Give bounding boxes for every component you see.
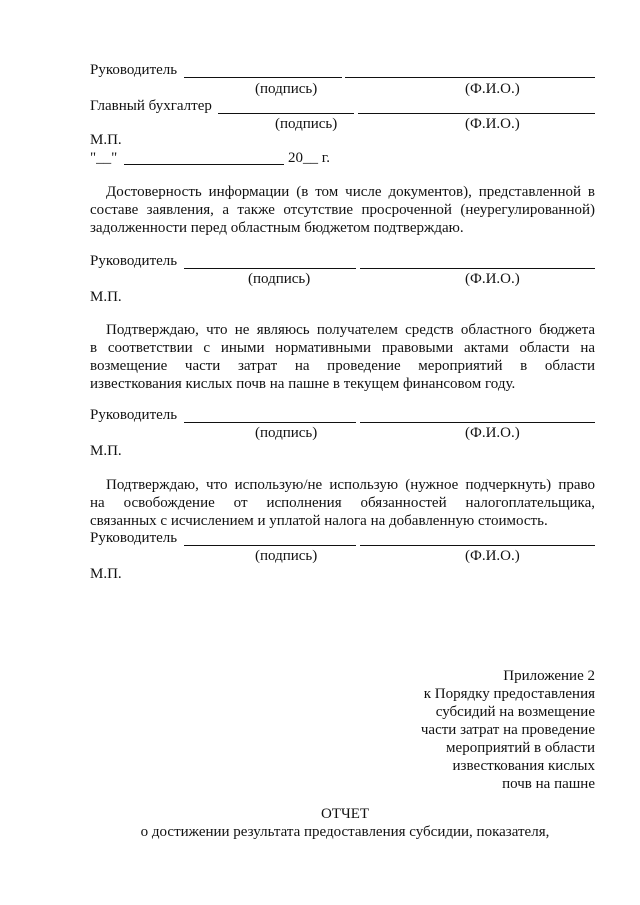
paragraph-line: Достоверность информации (в том числе документов), представленной в	[106, 184, 595, 200]
appendix-line: субсидий на возмещение	[435, 704, 595, 720]
paragraph-line: в соответствии с иными нормативными правовыми актами области на	[90, 340, 595, 356]
paragraph-line: Подтверждаю, что не являюсь получателем средств областного бюджета	[106, 322, 595, 338]
stamp-label: М.П.	[90, 289, 122, 305]
appendix-line: мероприятий в области	[446, 740, 595, 756]
signature-line[interactable]	[218, 113, 354, 114]
name-caption: (Ф.И.О.)	[465, 116, 520, 132]
signature-caption: (подпись)	[255, 425, 318, 441]
signature-caption: (подпись)	[255, 81, 318, 97]
name-caption: (Ф.И.О.)	[465, 548, 520, 564]
name-line[interactable]	[360, 545, 595, 546]
appendix-line: Приложение 2	[503, 668, 595, 684]
paragraph-line: известкования кислых почв на пашне в текущем финансовом году.	[90, 376, 516, 392]
appendix-line: части затрат на проведение	[420, 722, 595, 738]
date-year: 20__ г.	[288, 150, 330, 166]
name-line[interactable]	[360, 268, 595, 269]
signature-line[interactable]	[184, 545, 356, 546]
name-caption: (Ф.И.О.)	[465, 271, 520, 287]
name-line[interactable]	[345, 77, 595, 78]
paragraph-line: составе заявления, а также отсутствие просроченной (неурегулированной)	[90, 202, 595, 218]
signature-line[interactable]	[184, 77, 342, 78]
appendix-line: известкования кислых	[452, 758, 595, 774]
head-label: Руководитель	[90, 62, 178, 78]
report-title: ОТЧЕТ	[320, 806, 370, 822]
appendix-line: к Порядку предоставления	[423, 686, 595, 702]
paragraph-line: задолженности перед областным бюджетом подтверждаю.	[90, 220, 464, 236]
signature-caption: (подпись)	[248, 271, 311, 287]
name-caption: (Ф.И.О.)	[465, 425, 520, 441]
signature-caption: (подпись)	[275, 116, 338, 132]
signature-line[interactable]	[184, 268, 356, 269]
head-label: Руководитель	[90, 253, 178, 269]
name-line[interactable]	[360, 422, 595, 423]
name-line[interactable]	[358, 113, 595, 114]
head-label: Руководитель	[90, 407, 178, 423]
date-month-line[interactable]	[124, 164, 284, 165]
signature-caption: (подпись)	[255, 548, 318, 564]
paragraph-line: Подтверждаю, что использую/не использую (нужное подчеркнуть) право	[106, 477, 595, 493]
stamp-label: М.П.	[90, 566, 122, 582]
head-label: Руководитель	[90, 530, 178, 546]
date-day: "__"	[90, 150, 118, 166]
appendix-line: почв на пашне	[502, 776, 595, 792]
signature-line[interactable]	[184, 422, 356, 423]
chief-accountant-label: Главный бухгалтер	[90, 98, 212, 114]
paragraph-line: связанных с исчислением и уплатой налога на добавленную стоимость.	[90, 513, 548, 529]
report-subtitle: о достижении результата предоставления субсидии, показателя,	[140, 824, 550, 840]
paragraph-line: возмещение части затрат на проведение мероприятий в области	[90, 358, 595, 374]
paragraph-line: на освобождение от исполнения обязанностей налогоплательщика,	[90, 495, 595, 511]
stamp-label: М.П.	[90, 132, 122, 148]
name-caption: (Ф.И.О.)	[465, 81, 520, 97]
stamp-label: М.П.	[90, 443, 122, 459]
